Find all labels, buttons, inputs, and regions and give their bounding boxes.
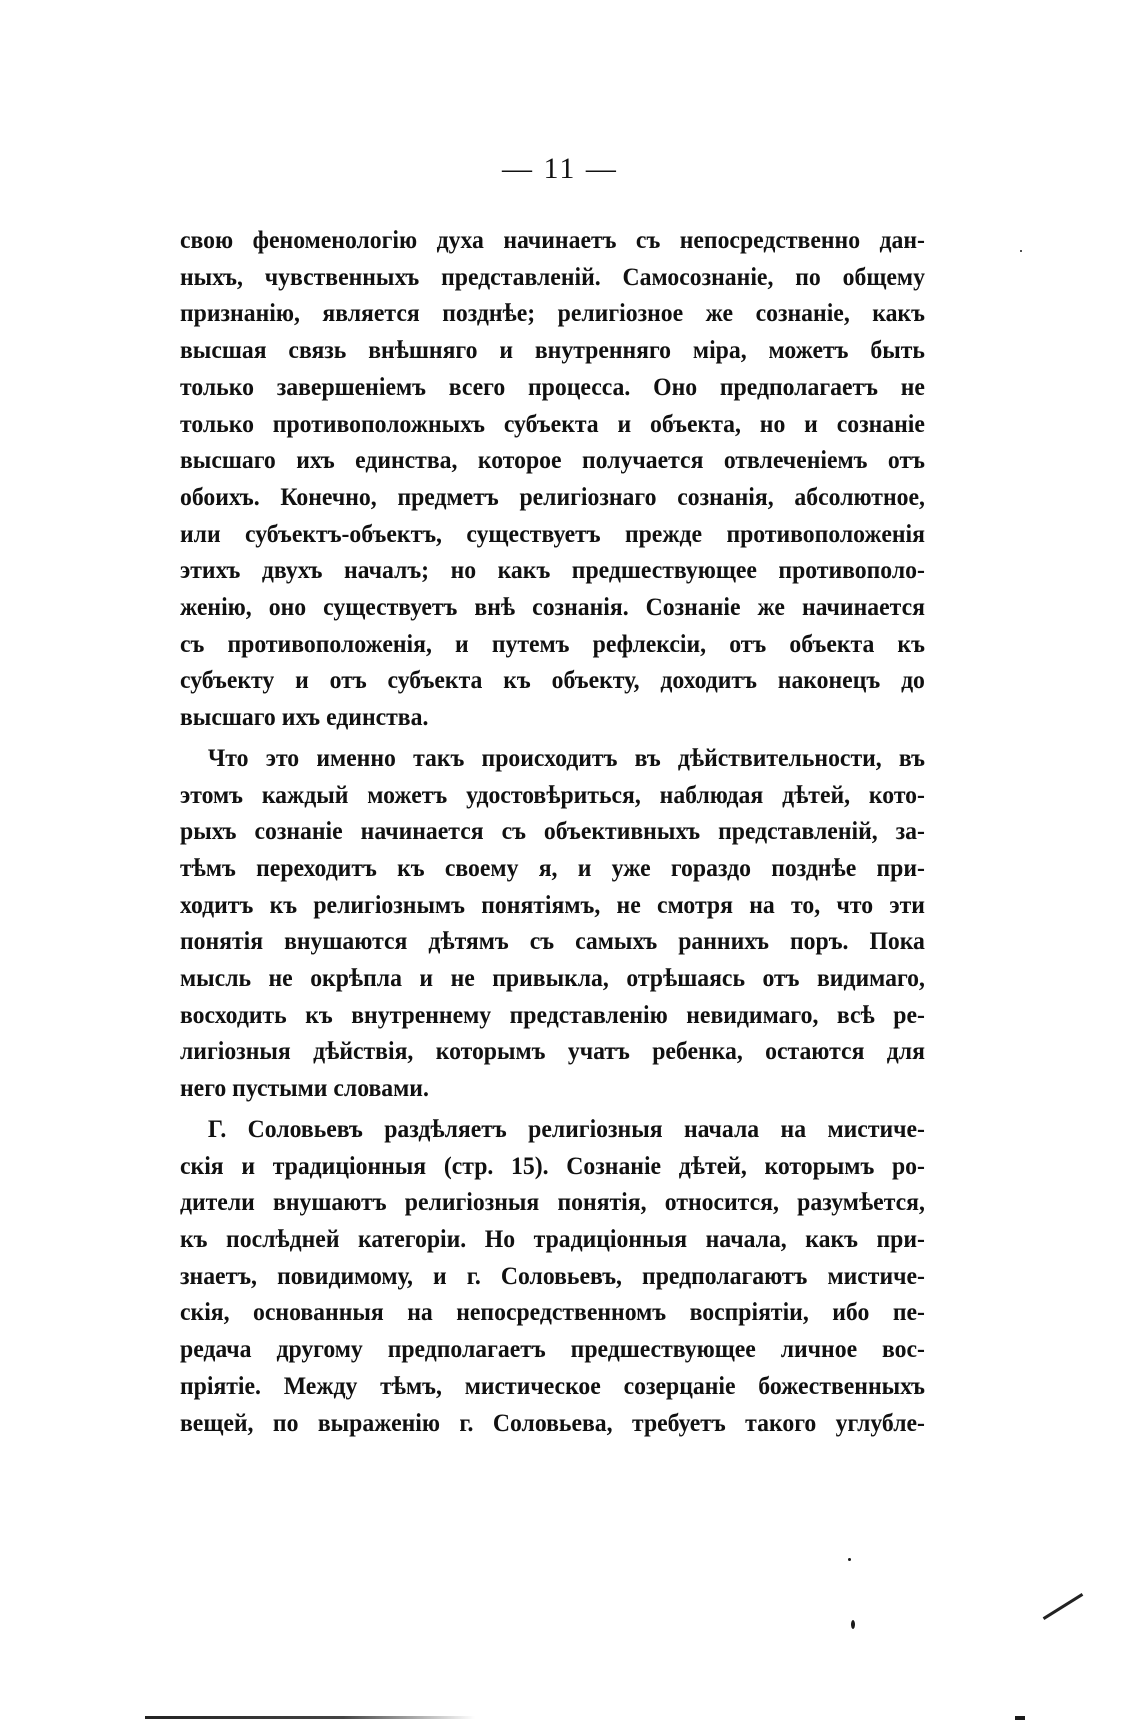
scan-stroke [1043, 1593, 1084, 1620]
text-line: женію, оно существуетъ внѣ сознанія. Сознаніе же начинается [180, 592, 925, 622]
text-line: вещей, по выраженію г. Соловьева, требуетъ такого углубле- [180, 1407, 925, 1437]
text-line: лигіозныя дѣйствія, которымъ учатъ ребенка, остаются для [180, 1036, 925, 1066]
body-text [180, 222, 925, 1441]
text-line: тѣмъ переходитъ къ своему я, и уже гораздо позднѣе при- [180, 852, 925, 882]
text-line: редача другому предполагаетъ предшествующее личное вос- [180, 1334, 925, 1364]
scan-speck [848, 1558, 851, 1561]
text-line: высшаго ихъ единства. [180, 702, 429, 732]
text-line: понятія внушаются дѣтямъ съ самыхъ раннихъ поръ. Пока [180, 926, 925, 956]
text-line: высшая связь внѣшняго и внутренняго міра, можетъ быть [180, 335, 925, 365]
text-line: рыхъ сознаніе начинается съ объективныхъ представленій, за- [180, 816, 925, 846]
text-line: Что это именно такъ происходитъ въ дѣйствительности, въ [207, 742, 925, 772]
text-line: свою феноменологію духа начинаетъ съ непосредственно дан- [180, 225, 925, 254]
text-line: этомъ каждый можетъ удостовѣриться, наблюдая дѣтей, кото- [180, 779, 925, 809]
text-line: скія, основанныя на непосредственномъ воспріятіи, ибо пе- [180, 1297, 925, 1327]
text-line: Г. Соловьевъ раздѣляетъ религіозныя начала на мистиче- [207, 1113, 925, 1143]
text-line: только противоположныхъ субъекта и объекта, но и сознаніе [180, 408, 925, 438]
text-line: къ послѣдней категоріи. Но традиціонныя начала, какъ при- [180, 1223, 925, 1253]
scan-speck [1020, 250, 1022, 252]
text-line: только завершеніемъ всего процесса. Оно предполагаетъ не [180, 371, 925, 401]
page-number: — 11 — [502, 152, 618, 185]
text-line: обоихъ. Конечно, предметъ религіознаго сознанія, абсолютное, [180, 481, 925, 511]
text-line: него пустыми словами. [180, 1073, 429, 1103]
text-line: или субъектъ-объектъ, существуетъ прежде противоположенія [180, 518, 925, 548]
text-line: пріятіе. Между тѣмъ, мистическое созерцаніе божественныхъ [180, 1370, 925, 1400]
text-line: знаетъ, повидимому, и г. Соловьевъ, предполагаютъ мистиче- [180, 1260, 925, 1290]
text-line: ходитъ къ религіознымъ понятіямъ, не смотря на то, что эти [180, 889, 925, 919]
scan-speck [851, 1620, 855, 1629]
text-line: признанію, является позднѣе; религіозное же сознаніе, какъ [180, 298, 925, 328]
text-line: восходить къ внутреннему представленію невидимаго, всѣ ре- [180, 999, 925, 1029]
text-line: ныхъ, чувственныхъ представленій. Самосознаніе, по общему [180, 261, 925, 291]
text-line: мысль не окрѣпла и не привыкла, отрѣшаясь отъ видимаго, [180, 963, 925, 993]
scan-speck [1015, 1716, 1025, 1720]
text-line: этихъ двухъ началъ; но какъ предшествующее противополо- [180, 555, 925, 585]
text-line: съ противоположенія, и путемъ рефлексіи, отъ объекта къ [180, 628, 925, 658]
scan-edge-rule [145, 1716, 475, 1719]
text-line: высшаго ихъ единства, которое получается отвлеченіемъ отъ [180, 445, 925, 475]
text-line: дители внушаютъ религіозныя понятія, относится, разумѣется, [180, 1187, 925, 1217]
text-line: субъекту и отъ субъекта къ объекту, доходитъ наконецъ до [180, 665, 925, 695]
text-line: скія и традиціонныя (стр. 15). Сознаніе дѣтей, которымъ ро- [180, 1150, 925, 1180]
